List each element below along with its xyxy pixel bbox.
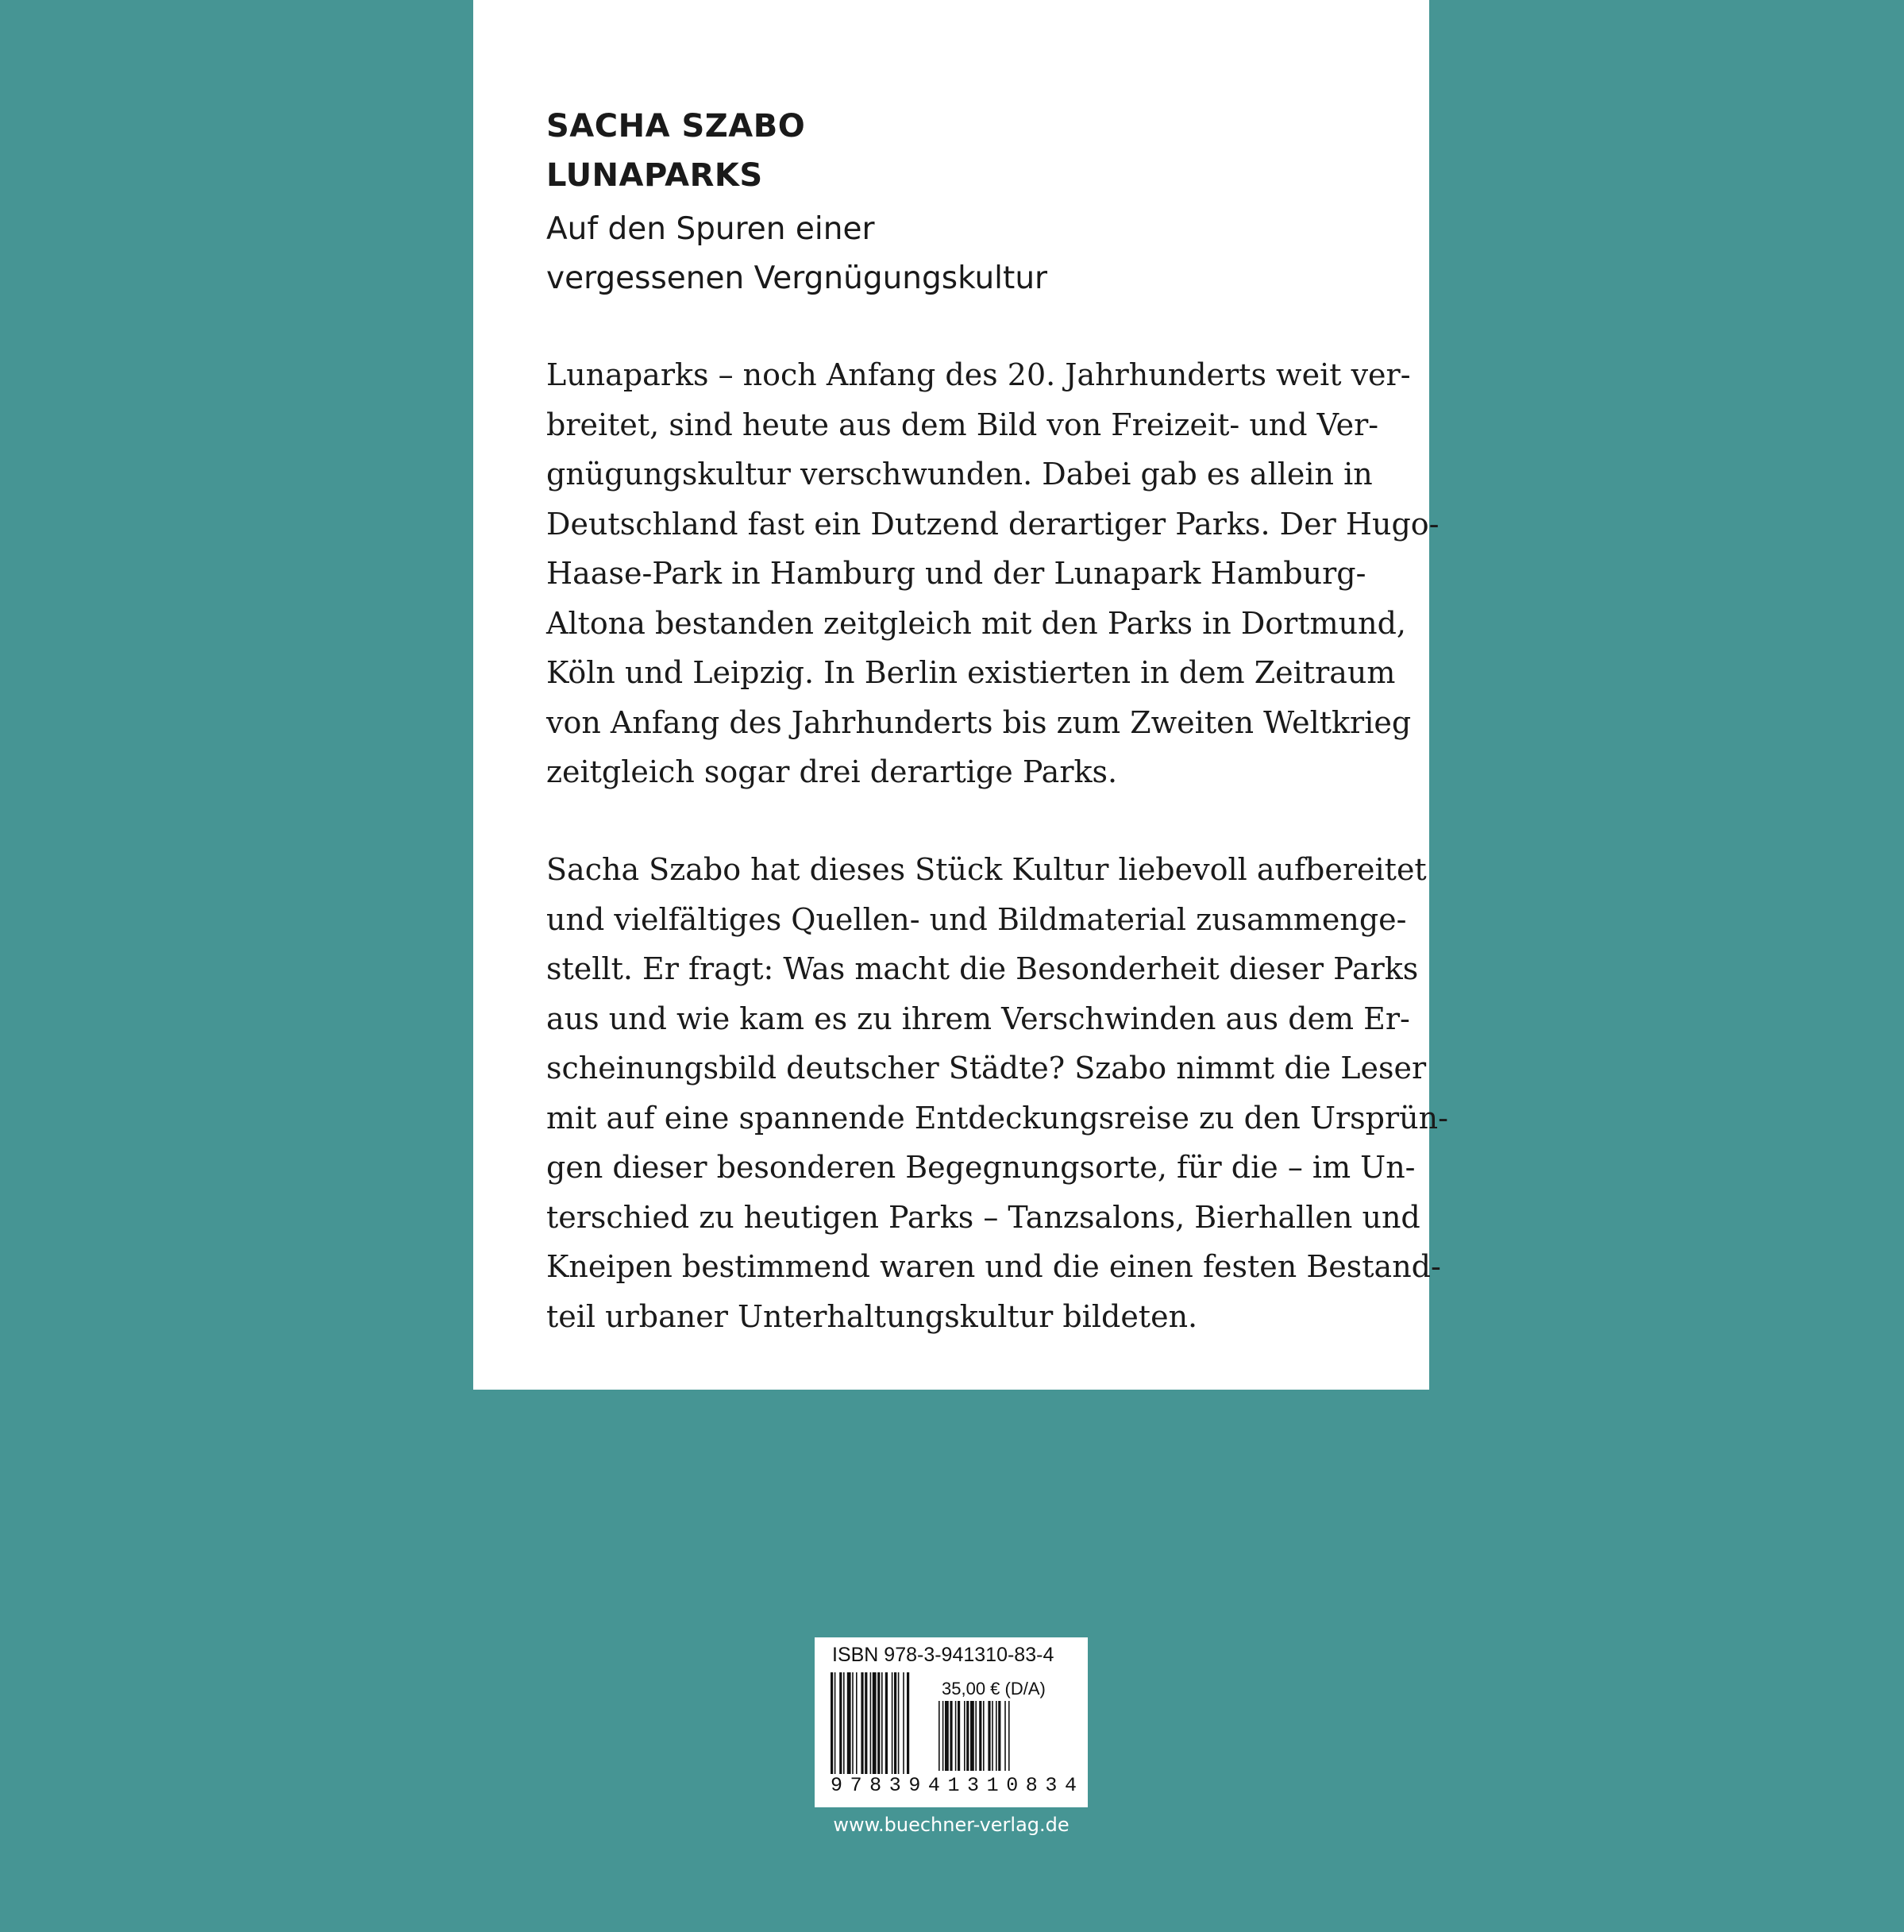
barcode-bar	[870, 1672, 872, 1774]
barcode-digit: 8	[1025, 1774, 1038, 1797]
blurb-line: terschied zu heutigen Parks – Tanzsalons, Bierhallen und	[546, 1199, 1420, 1235]
barcode-bar	[847, 1672, 851, 1774]
blurb-line: breitet, sind heute aus dem Bild von Freizeit- und Ver-	[546, 407, 1379, 442]
barcode-bar	[998, 1701, 1000, 1771]
barcode-digit: 1	[986, 1774, 999, 1797]
blurb-line: gen dieser besonderen Begegnungsorte, für die – im Un-	[546, 1150, 1416, 1185]
barcode-digit: 9	[908, 1774, 921, 1797]
blurb-line: zeitgleich sogar drei derartige Parks.	[546, 754, 1118, 789]
barcode-digit: 4	[1064, 1774, 1077, 1797]
barcode-bar	[885, 1672, 888, 1774]
barcode-bar	[865, 1672, 867, 1774]
blurb-line: Haase-Park in Hamburg und der Lunapark Hamburg-	[546, 556, 1366, 591]
blurb-line: und vielfältiges Quellen- und Bildmaterial zusammenge-	[546, 901, 1407, 937]
barcode-bar	[955, 1701, 957, 1771]
barcode-bar	[996, 1701, 997, 1771]
publisher-website: www.buechner-verlag.de	[833, 1814, 1070, 1836]
barcode-bar	[861, 1672, 863, 1774]
barcode-digit: 9	[831, 1774, 843, 1797]
blurb-line: Sacha Szabo hat dieses Stück Kultur liebevoll aufbereitet	[546, 852, 1427, 887]
blurb-line: gnügungskultur verschwunden. Dabei gab es allein in	[546, 457, 1373, 492]
barcode-bar	[939, 1701, 940, 1771]
barcode-digit: 7	[850, 1774, 862, 1797]
barcode-digit: 3	[967, 1774, 980, 1797]
barcode-bar	[970, 1701, 974, 1771]
blurb-line: mit auf eine spannende Entdeckungsreise zu den Ursprün-	[546, 1100, 1448, 1136]
blurb-line: stellt. Er fragt: Was macht die Besonderheit dieser Parks	[546, 951, 1419, 986]
barcode-bar	[950, 1701, 952, 1771]
barcode-bar	[964, 1701, 965, 1771]
barcode-bars	[831, 1672, 939, 1776]
text-panel	[473, 0, 1448, 1390]
barcode-digit: 4	[927, 1774, 940, 1797]
barcode-bar	[907, 1672, 909, 1774]
barcode-digit: 0	[1006, 1774, 1019, 1797]
blurb-paragraph-2	[546, 845, 1448, 1341]
barcode-bar	[892, 1672, 893, 1774]
barcode-bar	[834, 1672, 836, 1774]
barcode-digit: 3	[888, 1774, 901, 1797]
blurb-line: teil urbaner Unterhaltungskultur bildeten.	[546, 1298, 1198, 1334]
blurb-line: Deutschland fast ein Dutzend derartiger Parks. Der Hugo-	[546, 506, 1440, 542]
barcode-bar	[839, 1672, 842, 1774]
isbn-number: ISBN 978-3-941310-83-4	[832, 1644, 1054, 1666]
barcode-bar	[852, 1672, 854, 1774]
barcode-bar	[856, 1672, 858, 1774]
blurb-line: Lunaparks – noch Anfang des 20. Jahrhunderts weit ver-	[546, 357, 1411, 392]
barcode-digit: 8	[869, 1774, 882, 1797]
book-title: LUNAPARKS	[546, 157, 763, 194]
barcode-bar	[903, 1672, 904, 1774]
price-label: 35,00 € (D/A)	[942, 1679, 1046, 1699]
barcode-bar	[942, 1701, 944, 1771]
barcode-bar	[988, 1701, 990, 1771]
barcode-bars-right	[939, 1701, 1089, 1771]
barcode-bar	[992, 1701, 993, 1771]
barcode-bar	[1008, 1701, 1010, 1771]
barcode-bar	[881, 1672, 883, 1774]
barcode-bar	[831, 1672, 833, 1774]
blurb-line: von Anfang des Jahrhunderts bis zum Zweiten Weltkrieg	[546, 704, 1412, 740]
barcode-bar	[894, 1672, 896, 1774]
barcode-bar	[958, 1701, 960, 1771]
barcode-bar	[843, 1672, 845, 1774]
author-name: SACHA SZABO	[546, 108, 806, 145]
blurb-line: Altona bestanden zeitgleich mit den Parks in Dortmund,	[546, 605, 1406, 641]
blurb-line: aus und wie kam es zu ihrem Verschwinden aus dem Er-	[546, 1001, 1410, 1036]
blurb-line: Kneipen bestimmend waren und die einen festen Bestand-	[546, 1249, 1441, 1284]
book-subtitle	[546, 205, 1047, 303]
barcode-bar	[983, 1701, 985, 1771]
barcode-bar	[975, 1701, 977, 1771]
barcode-digit: 3	[1045, 1774, 1058, 1797]
subtitle-line: Auf den Spuren einer	[546, 211, 875, 247]
barcode-bar	[979, 1701, 981, 1771]
blurb-paragraph-1	[546, 350, 1440, 797]
barcode-bar	[898, 1672, 900, 1774]
barcode-digit: 1	[947, 1774, 960, 1797]
barcode-digits	[831, 1774, 1077, 1797]
barcode-bar	[877, 1672, 880, 1774]
barcode-bar	[1004, 1701, 1006, 1771]
barcode-bar	[966, 1701, 969, 1771]
barcode-bar	[873, 1672, 877, 1774]
subtitle-line: vergessenen Vergnügungskultur	[546, 260, 1048, 296]
blurb-line: scheinungsbild deutscher Städte? Szabo nimmt die Leser	[546, 1051, 1427, 1086]
barcode-bar	[945, 1701, 949, 1771]
blurb-line: Köln und Leipzig. In Berlin existierten in dem Zeitraum	[546, 655, 1396, 690]
